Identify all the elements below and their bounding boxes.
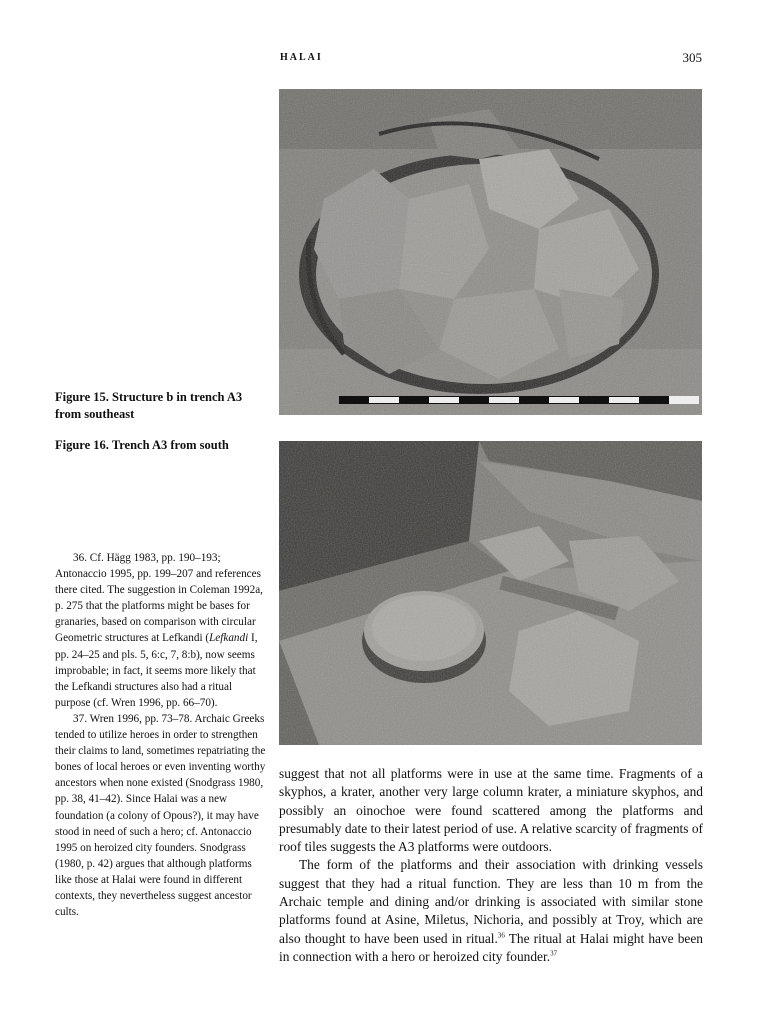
footnote-36	[55, 550, 267, 711]
figure-16-image	[279, 441, 702, 745]
footnote-36-italic: Lefkandi	[209, 632, 249, 645]
footnote-37: 37. Wren 1996, pp. 73–78. Archaic Greeks tended to utilize heroes in order to strengthen their claims to land, sometimes repatriating the bones of local heroes or even inventing worthy ancestors when none existed (Snodgrass 1980, pp. 38, 41–42). Since Halai was a new foundation (a colony of Opous?), it may have stood in need of such a hero; cf. Antonaccio 1995 on heroized city founders. Snodgrass (1980, p. 42) argues that although platforms like those at Halai were found in different contexts, they nevertheless suggest ancestor cults.	[55, 712, 266, 919]
scale-bar	[339, 396, 699, 404]
figure-16-photo	[279, 441, 702, 745]
footnote-ref-36[interactable]: 36	[497, 931, 505, 940]
page-number: 305	[682, 50, 702, 65]
figure-15-image	[279, 89, 702, 415]
body-text	[279, 765, 703, 966]
footnote-36-text-a: 36. Cf. Hägg 1983, pp. 190–193; Antonaccio 1995, pp. 199–207 and references there cited. The suggestion in Coleman 1992a, p. 275 that the platforms might be bases for granaries, based on comparison with circular Geometric structures at Lefkandi (	[55, 552, 263, 645]
footnote-ref-37[interactable]: 37	[550, 949, 558, 958]
running-head: HALAI	[280, 52, 323, 63]
figure-15-photo	[279, 89, 702, 415]
footnote-36-text-b: I, pp. 24–25 and pls. 5, 6:c, 7, 8:b), now seems improbable; in fact, it seems more likely that the Lefkandi structures also had a ritual purpose (cf. Wren 1996, pp. 66–70).	[55, 632, 258, 709]
footnotes	[55, 550, 267, 920]
paragraph-2	[279, 856, 703, 966]
figure-16-caption: Figure 16. Trench A3 from south	[55, 438, 229, 452]
paragraph-2-text-b: The ritual at Halai might have been in connection with a hero or heroized city founder.	[279, 930, 703, 964]
figure-15-caption: Figure 15. Structure b in trench A3 from southeast	[55, 390, 243, 421]
paragraph-2-text-a: The form of the platforms and their association with drinking vessels suggest that they had a ritual function. They are less than 10 m from the Archaic temple and dining and/or drinking is associated with similar stone platforms found at Asine, Miletus, Nichoria, and possibly at Troy, which are also thought to have been used in ritual.	[279, 857, 703, 946]
paragraph-1: suggest that not all platforms were in use at the same time. Fragments of a skyphos, a krater, another very large column krater, a miniature skyphos, and possibly an oinochoe were found scattered among the platforms and presumably date to their latest period of use. A relative scarcity of fragments of roof tiles suggests the A3 platforms were outdoors.	[279, 766, 703, 855]
